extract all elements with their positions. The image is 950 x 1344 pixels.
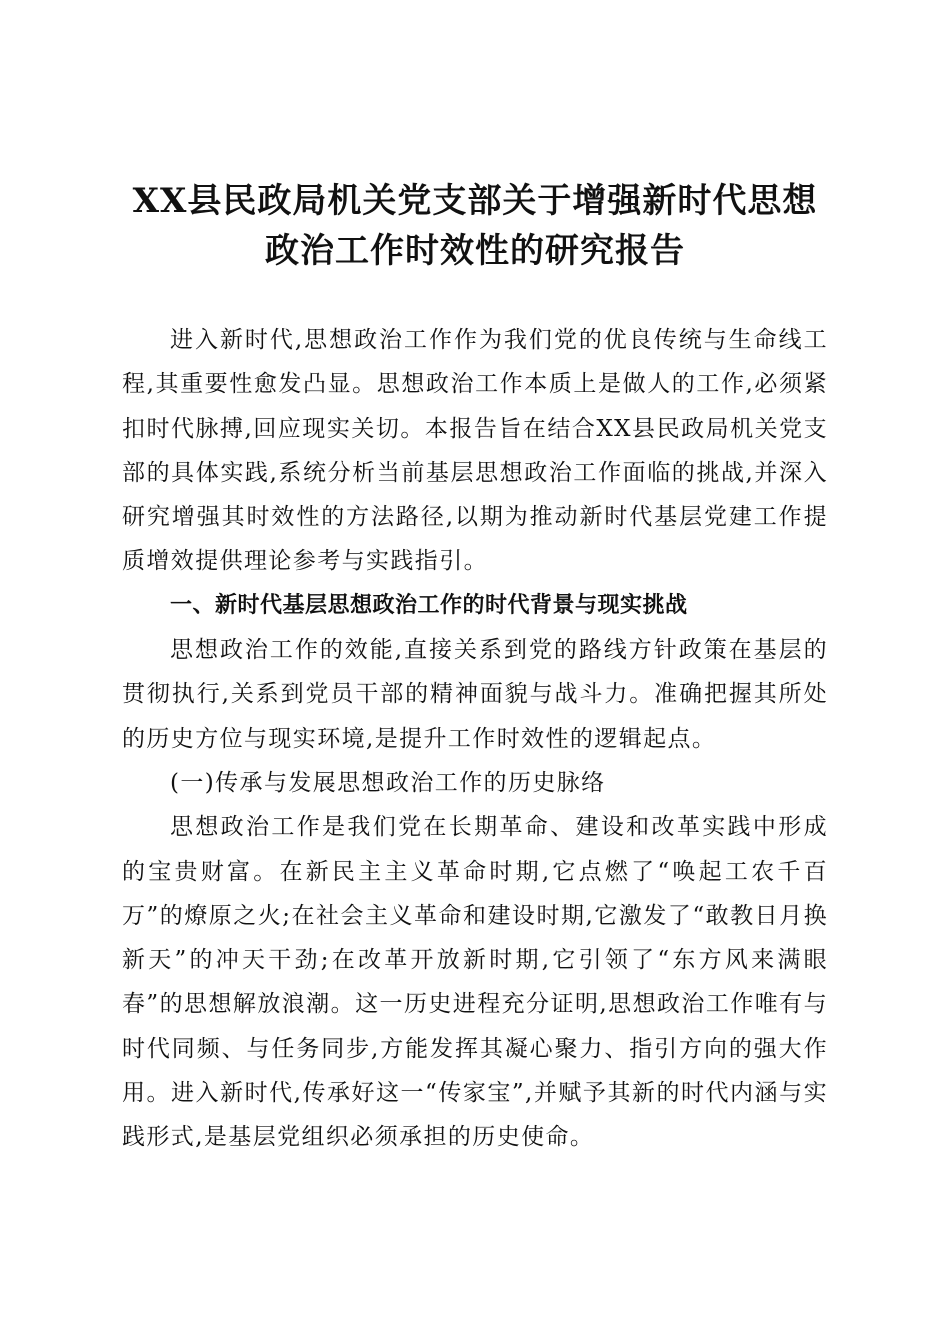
- intro-paragraph: 进入新时代,思想政治工作作为我们党的优良传统与生命线工程,其重要性愈发凸显。思想政治工作本质上是做人的工作,必须紧扣时代脉搏,回应现实关切。本报告旨在结合XX县民政局机关党支部的具体实践,系统分析当前基层思想政治工作面临的挑战,并深入研究增强其时效性的方法路径,以期为推动新时代基层党建工作提质增效提供理论参考与实践指引。: [122, 327, 828, 575]
- document-body: [122, 318, 828, 1160]
- subsection-1-paragraph: 思想政治工作是我们党在长期革命、建设和改革实践中形成的宝贵财富。在新民主主义革命时期,它点燃了“唤起工农千百万”的燎原之火;在社会主义革命和建设时期,它激发了“敢教日月换新天”的冲天干劲;在改革开放新时期,它引领了“东方风来满眼春”的思想解放浪潮。这一历史进程充分证明,思想政治工作唯有与时代同频、与任务同步,方能发挥其凝心聚力、指引方向的强大作用。进入新时代,传承好这一“传家宝”,并赋予其新的时代内涵与实践形式,是基层党组织必须承担的历史使命。: [122, 814, 828, 1151]
- title-line-1: XX县民政局机关党支部关于增强新时代思想: [132, 181, 818, 221]
- title-line-2: 政治工作时效性的研究报告: [265, 231, 685, 271]
- section-1-heading: 一、新时代基层思想政治工作的时代背景与现实挑战: [170, 592, 688, 618]
- document-title: [100, 176, 850, 276]
- section-1-paragraph: 思想政治工作的效能,直接关系到党的路线方针政策在基层的贯彻执行,关系到党员干部的精神面貌与战斗力。准确把握其所处的历史方位与现实环境,是提升工作时效性的逻辑起点。: [122, 637, 828, 752]
- subsection-1-heading: (一)传承与发展思想政治工作的历史脉络: [170, 769, 606, 796]
